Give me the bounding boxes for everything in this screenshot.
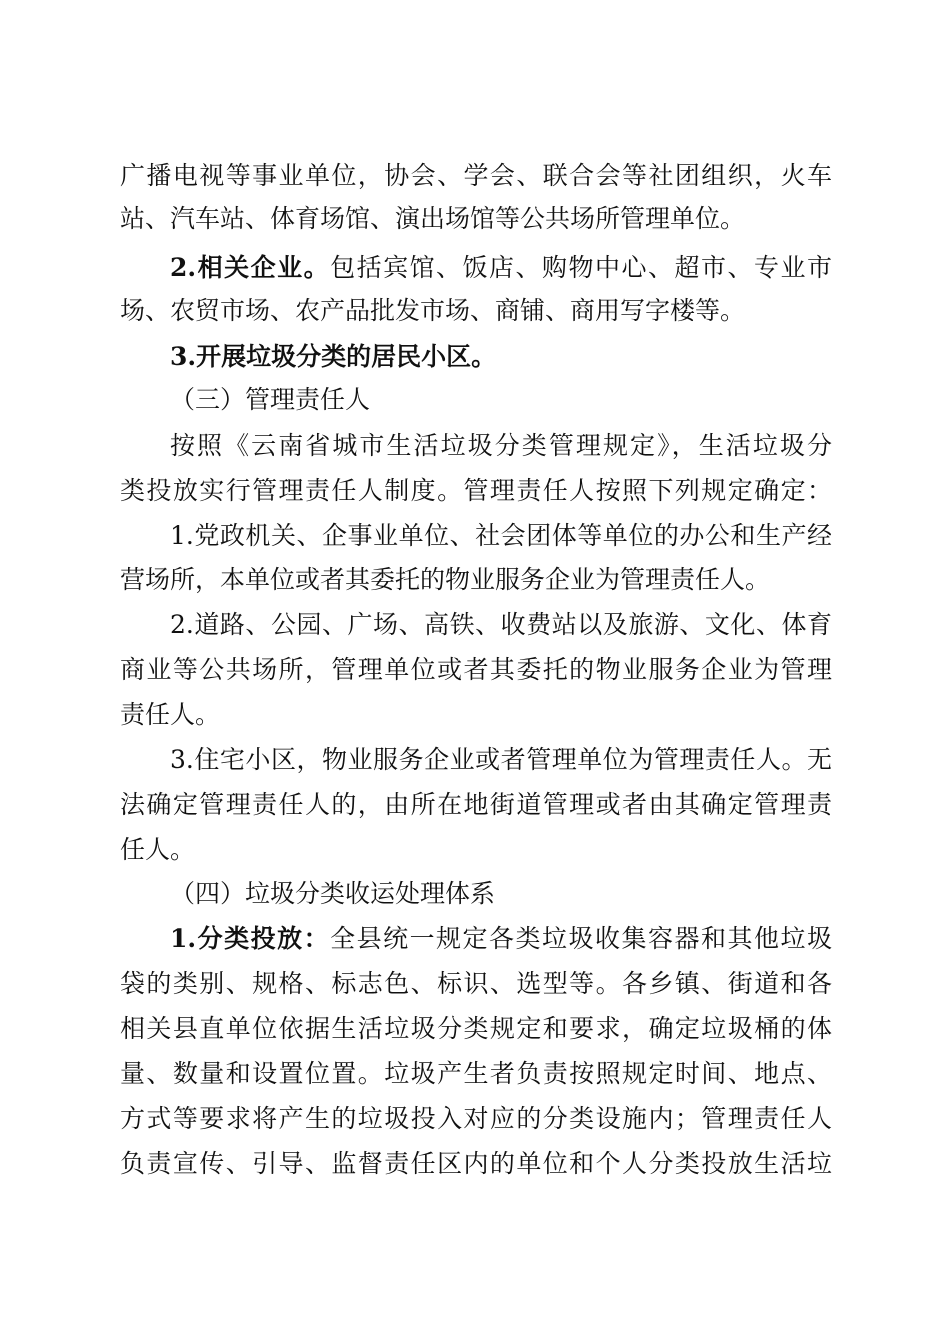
paragraph-line xyxy=(120,1147,832,1181)
paragraph-line xyxy=(170,340,832,374)
line-text: 相关县直单位依据生活垃圾分类规定和要求，确定垃圾桶的体 xyxy=(120,1014,832,1043)
line-text: （四）垃圾分类收运处理体系 xyxy=(170,879,496,908)
line-text: 站、汽车站、体育场馆、演出场馆等公共场所管理单位。 xyxy=(120,204,746,233)
paragraph-line xyxy=(120,788,832,822)
line-text: 营场所，本单位或者其委托的物业服务企业为管理责任人。 xyxy=(120,565,771,594)
line-text: 负责宣传、引导、监督责任区内的单位和个人分类投放生活垃 xyxy=(120,1149,832,1178)
paragraph-line xyxy=(120,967,832,1001)
paragraph-line xyxy=(170,922,832,956)
paragraph-line xyxy=(120,202,832,236)
line-text: 3.住宅小区，物业服务企业或者管理单位为管理责任人。无 xyxy=(170,745,832,774)
line-text: 包括宾馆、饭店、购物中心、超市、专业市 xyxy=(330,253,832,282)
line-text: 1.党政机关、企事业单位、社会团体等单位的办公和生产经 xyxy=(170,521,832,550)
item-heading: 1.分类投放： xyxy=(170,924,331,953)
line-text: 量、数量和设置位置。垃圾产生者负责按照规定时间、地点、 xyxy=(120,1059,832,1088)
paragraph-line xyxy=(170,608,832,642)
line-text: 商业等公共场所，管理单位或者其委托的物业服务企业为管理 xyxy=(120,655,832,684)
paragraph-line xyxy=(120,653,832,687)
paragraph-line xyxy=(120,294,832,328)
line-text: 任人。 xyxy=(120,835,196,864)
paragraph-line xyxy=(120,1012,832,1046)
line-text: 场、农贸市场、农产品批发市场、商铺、商用写字楼等。 xyxy=(120,296,746,325)
paragraph-line xyxy=(120,1102,832,1136)
paragraph-line xyxy=(170,743,832,777)
paragraph-line xyxy=(170,251,832,285)
line-text: 类投放实行管理责任人制度。管理责任人按照下列规定确定： xyxy=(120,476,832,505)
paragraph-line xyxy=(120,1057,832,1091)
paragraph-line xyxy=(120,833,832,867)
line-text: （三）管理责任人 xyxy=(170,385,371,414)
section-heading xyxy=(170,877,832,911)
line-text: 2.道路、公园、广场、高铁、收费站以及旅游、文化、体育 xyxy=(170,610,832,639)
item-heading: 3.开展垃圾分类的居民小区。 xyxy=(170,342,497,371)
paragraph-line xyxy=(120,698,832,732)
paragraph-line xyxy=(120,474,832,508)
section-heading xyxy=(170,383,832,417)
paragraph-line xyxy=(120,563,832,597)
line-text: 广播电视等事业单位，协会、学会、联合会等社团组织，火车 xyxy=(120,161,832,190)
line-text: 方式等要求将产生的垃圾投入对应的分类设施内；管理责任人 xyxy=(120,1104,832,1133)
line-text: 袋的类别、规格、标志色、标识、选型等。各乡镇、街道和各 xyxy=(120,969,832,998)
line-text: 责任人。 xyxy=(120,700,221,729)
line-text: 全县统一规定各类垃圾收集容器和其他垃圾 xyxy=(330,924,832,953)
paragraph-line xyxy=(120,159,832,193)
line-text: 按照《云南省城市生活垃圾分类管理规定》，生活垃圾分 xyxy=(170,431,832,460)
item-heading: 2.相关企业。 xyxy=(170,253,331,282)
paragraph-line xyxy=(170,519,832,553)
paragraph-line xyxy=(170,429,832,463)
line-text: 法确定管理责任人的，由所在地街道管理或者由其确定管理责 xyxy=(120,790,832,819)
